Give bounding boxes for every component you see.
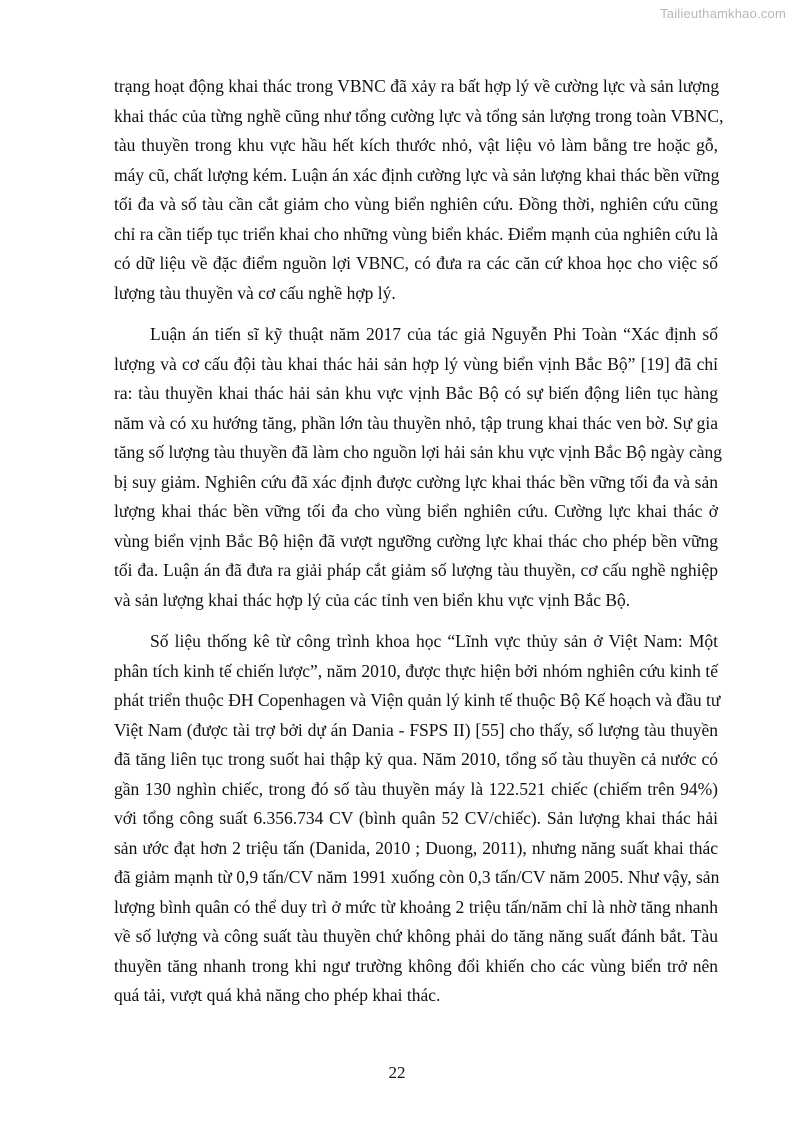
text-line: đã tăng liên tục trong suốt hai thập kỷ qua. Năm 2010, tổng số tàu thuyền cả nước có: [114, 749, 718, 769]
paragraph-3: [114, 627, 721, 1011]
text-line: vùng biển vịnh Bắc Bộ hiện đã vượt ngưỡng cường lực khai thác cho phép bền vững: [114, 530, 718, 551]
text-line: máy cũ, chất lượng kém. Luận án xác định cường lực và sản lượng khai thác bền vững: [114, 164, 720, 185]
text-line: bị suy giảm. Nghiên cứu đã xác định được cường lực khai thác bền vững tối đa và sản: [114, 471, 718, 492]
text-line: tối đa và số tàu cần cắt giảm cho vùng biển nghiên cứu. Đồng thời, nghiên cứu cũng: [114, 194, 718, 214]
text-line: Việt Nam (được tài trợ bởi dự án Dania - FSPS II) [55] cho thấy, số lượng tàu thuyền: [114, 719, 718, 740]
text-line: tăng số lượng tàu thuyền đã làm cho nguồn lợi hải sản khu vực vịnh Bắc Bộ ngày càng: [114, 442, 723, 462]
text-line: khai thác của từng nghề cũng như tổng cường lực và tổng sản lượng trong toàn VBNC,: [114, 105, 724, 126]
text-line: lượng tàu thuyền và cơ cấu nghề hợp lý.: [114, 282, 396, 303]
text-line: sản ước đạt hơn 2 triệu tấn (Danida, 2010 ; Duong, 2011), nhưng năng suất khai thác: [114, 837, 718, 858]
text-line: trạng hoạt động khai thác trong VBNC đã xảy ra bất hợp lý về cường lực và sản lượng: [114, 76, 720, 96]
text-line: ra: tàu thuyền khai thác hải sản khu vực vịnh Bắc Bộ có sự biến động liên tục hàng: [114, 383, 718, 403]
text-line: phát triển thuộc ĐH Copenhagen và Viện quản lý kinh tế thuộc Bộ Kế hoạch và đầu tư: [114, 690, 721, 710]
text-line: tàu thuyền trong khu vực hầu hết kích thước nhỏ, vật liệu vỏ làm bằng tre hoặc gỗ,: [114, 135, 718, 155]
page-number: 22: [388, 1063, 406, 1082]
text-line: Luận án tiến sĩ kỹ thuật năm 2017 của tác giả Nguyễn Phi Toàn “Xác định số: [150, 324, 718, 344]
text-line: chỉ ra cần tiếp tục triển khai cho những vùng biển khác. Điểm mạnh của nghiên cứu là: [114, 223, 719, 244]
text-line: có dữ liệu về đặc điểm nguồn lợi VBNC, có đưa ra các căn cứ khoa học cho việc số: [114, 253, 718, 273]
text-line: lượng khai thác bền vững tối đa cho vùng biển nghiên cứu. Cường lực khai thác ở: [114, 501, 718, 521]
text-line: tối đa. Luận án đã đưa ra giải pháp cắt giảm số lượng tàu thuyền, cơ cấu nghề nghiệp: [114, 560, 718, 580]
text-line: quá tải, vượt quá khả năng cho phép khai thác.: [114, 985, 441, 1005]
text-line: gần 130 nghìn chiếc, trong đó số tàu thuyền máy là 122.521 chiếc (chiếm trên 94%): [114, 778, 718, 799]
document-body: [114, 72, 724, 1023]
text-line: năm và có xu hướng tăng, phần lớn tàu thuyền nhỏ, tập trung khai thác ven bờ. Sự gia: [114, 412, 718, 433]
text-line: thuyền tăng nhanh trong khi ngư trường không đổi khiến cho các vùng biển trở nên: [114, 955, 718, 976]
paragraph-2: [114, 320, 723, 615]
text-line: lượng và cơ cấu đội tàu khai thác hải sản hợp lý vùng biển vịnh Bắc Bộ” [19] đã chỉ: [114, 353, 718, 374]
text-line: phân tích kinh tế chiến lược”, năm 2010, được thực hiện bởi nhóm nghiên cứu kinh tế: [114, 660, 718, 681]
text-line: với tổng công suất 6.356.734 CV (bình quân 52 CV/chiếc). Sản lượng khai thác hải: [114, 808, 718, 828]
text-line: Số liệu thống kê từ công trình khoa học “Lĩnh vực thủy sản ở Việt Nam: Một: [150, 631, 718, 651]
text-line: lượng bình quân có thể duy trì ở mức từ khoảng 2 triệu tấn/năm chỉ là nhờ tăng nhanh: [114, 896, 718, 917]
watermark-text: Tailieuthamkhao.com: [660, 6, 786, 21]
paragraph-1: [114, 72, 724, 308]
text-line: đã giảm mạnh từ 0,9 tấn/CV năm 1991 xuống còn 0,3 tấn/CV năm 2005. Như vậy, sản: [114, 867, 720, 887]
text-line: về số lượng và công suất tàu thuyền chứ không phải do tăng năng suất đánh bắt. Tàu: [114, 926, 718, 946]
text-line: và sản lượng khai thác hợp lý của các tỉnh ven biển khu vực vịnh Bắc Bộ.: [114, 589, 631, 610]
